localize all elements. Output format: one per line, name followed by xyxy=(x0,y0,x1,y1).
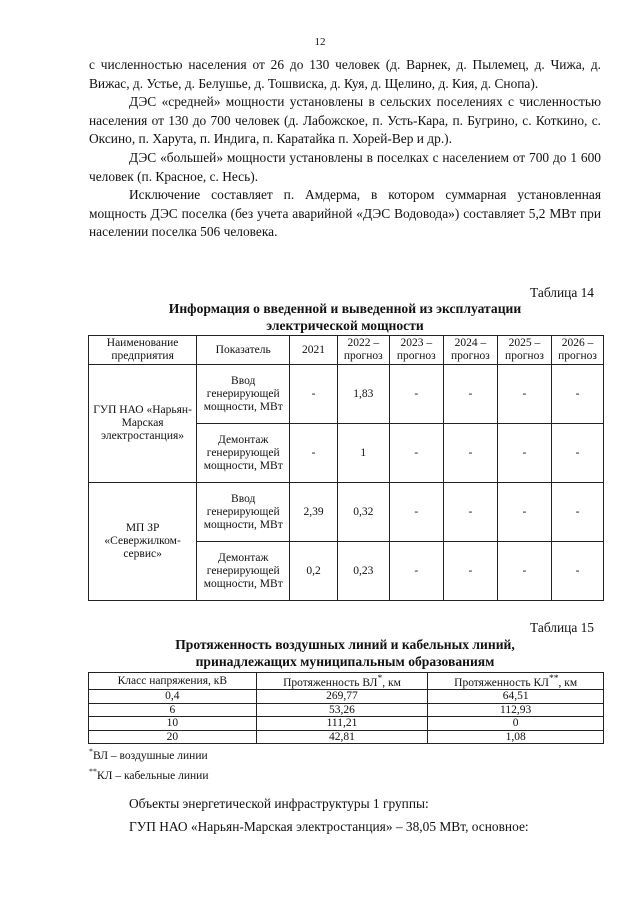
table14-title-line2: электрической мощности xyxy=(266,317,424,333)
footnote-text: ВЛ – воздушные линии xyxy=(93,749,208,762)
table14-header-cell: Показатель xyxy=(197,336,290,365)
table14-header-row xyxy=(89,336,604,365)
closing-line1: Объекты энергетической инфраструктуры 1 группы: xyxy=(129,796,429,811)
vl-cell: 111,21 xyxy=(256,717,428,731)
indicator-cell: Ввод генерирующей мощности, МВт xyxy=(197,483,290,542)
value-cell: - xyxy=(389,424,443,483)
footnote-kl xyxy=(89,764,209,784)
voltage-cell: 0,4 xyxy=(89,690,257,704)
voltage-cell: 6 xyxy=(89,703,257,717)
table14-header-cell: 2022 – прогноз xyxy=(337,336,389,365)
closing-text xyxy=(89,795,601,836)
value-cell: 2,39 xyxy=(290,483,338,542)
kl-header xyxy=(428,673,604,690)
footnote-text: КЛ – кабельные линии xyxy=(97,769,209,782)
value-cell: - xyxy=(497,542,551,601)
footnote-mark: ** xyxy=(89,766,97,776)
table15-lines xyxy=(88,672,604,744)
company-cell: МП ЗР «Севержилком-сервис» xyxy=(89,483,197,601)
table14-header-cell: 2021 xyxy=(290,336,338,365)
value-cell: - xyxy=(552,483,604,542)
value-cell: - xyxy=(290,424,338,483)
value-cell: - xyxy=(552,542,604,601)
kl-header-mark: ** xyxy=(548,673,559,684)
paragraph-small-des: с численностью населения от 26 до 130 человек (д. Варнек, д. Пылемец, д. Чижа, д. Вижас, д. Устье, д. Белушье, д. Тошвиска, д. Куя, д. Щелино, д. Кия, д. Снопа). xyxy=(89,57,601,91)
value-cell: 0,2 xyxy=(290,542,338,601)
table15-title-line2: принадлежащих муниципальным образованиям xyxy=(195,653,495,669)
kl-cell: 64,51 xyxy=(428,690,604,704)
table14-capacity xyxy=(88,335,604,601)
vl-cell: 42,81 xyxy=(256,730,428,744)
table14-header-cell: 2024 – прогноз xyxy=(443,336,497,365)
kl-header-label: Протяженность КЛ xyxy=(454,676,549,689)
table-row xyxy=(89,730,604,744)
indicator-cell: Ввод генерирующей мощности, МВт xyxy=(197,365,290,424)
vl-cell: 53,26 xyxy=(256,703,428,717)
table14-caption: Таблица 14 xyxy=(530,285,594,300)
table15-caption: Таблица 15 xyxy=(530,620,594,635)
table14-header-cell: 2026 – прогноз xyxy=(552,336,604,365)
table14-title xyxy=(89,301,601,334)
value-cell: - xyxy=(290,365,338,424)
vl-header xyxy=(256,673,428,690)
footnotes xyxy=(89,744,209,784)
value-cell: - xyxy=(443,365,497,424)
value-cell: - xyxy=(497,365,551,424)
value-cell: 1 xyxy=(337,424,389,483)
table-row xyxy=(89,690,604,704)
paragraph-medium-des: ДЭС «средней» мощности установлены в сельских поселениях с численностью населения от 130 до 700 человек (д. Лабожское, п. Усть-Кара, п. Бугрино, с. Коткино, с. Оксино, п. Харута, п. Индига, п. Каратайка п. Хорей-Вер и др.). xyxy=(89,94,601,147)
body-text xyxy=(89,56,601,242)
value-cell: - xyxy=(389,483,443,542)
value-cell: - xyxy=(443,483,497,542)
paragraph-large-des: ДЭС «большей» мощности установлены в поселках с населением от 700 до 1 600 человек (п. Красное, с. Несь). xyxy=(89,149,601,184)
table15-header-row xyxy=(89,673,604,690)
value-cell: 0,32 xyxy=(337,483,389,542)
table14-header-cell: Наименование предприятия xyxy=(89,336,197,365)
table-row xyxy=(89,703,604,717)
table14-header-cell: 2025 – прогноз xyxy=(497,336,551,365)
kl-cell: 1,08 xyxy=(428,730,604,744)
company-cell: ГУП НАО «Нарьян-Марская электростанция» xyxy=(89,365,197,483)
vl-header-unit: , км xyxy=(382,676,401,689)
kl-header-unit: , км xyxy=(558,676,578,689)
voltage-header: Класс напряжения, кВ xyxy=(89,673,257,690)
footnote-vl xyxy=(89,744,209,764)
table-row xyxy=(89,717,604,731)
value-cell: - xyxy=(443,542,497,601)
footnote-mark: * xyxy=(89,747,93,756)
table15-title-line1: Протяженность воздушных линий и кабельных линий, xyxy=(175,637,515,652)
table15-title xyxy=(89,637,601,670)
value-cell: 0,23 xyxy=(337,542,389,601)
value-cell: - xyxy=(497,424,551,483)
table-row xyxy=(89,365,604,424)
vl-header-label: Протяженность ВЛ xyxy=(283,676,378,689)
kl-cell: 0 xyxy=(428,717,604,731)
table-row xyxy=(89,483,604,542)
value-cell: - xyxy=(389,365,443,424)
value-cell: - xyxy=(443,424,497,483)
voltage-cell: 20 xyxy=(89,730,257,744)
vl-cell: 269,77 xyxy=(256,690,428,704)
value-cell: - xyxy=(552,365,604,424)
table14-header-cell: 2023 – прогноз xyxy=(389,336,443,365)
indicator-cell: Демонтаж генерирующей мощности, МВт xyxy=(197,424,290,483)
indicator-cell: Демонтаж генерирующей мощности, МВт xyxy=(197,542,290,601)
closing-line2: ГУП НАО «Нарьян-Марская электростанция» – 38,05 МВт, основное: xyxy=(129,818,529,834)
page-number: 12 xyxy=(314,36,326,48)
value-cell: 1,83 xyxy=(337,365,389,424)
vl-header-mark: * xyxy=(377,673,383,684)
kl-cell: 112,93 xyxy=(428,703,604,717)
table14-title-line1: Информация о введенной и выведенной из эксплуатации xyxy=(168,301,522,316)
value-cell: - xyxy=(497,483,551,542)
value-cell: - xyxy=(389,542,443,601)
voltage-cell: 10 xyxy=(89,717,257,731)
paragraph-amderma: Исключение составляет п. Амдерма, в котором суммарная установленная мощность ДЭС поселка (без учета аварийной «ДЭС Водовода») составляет 5,2 МВт при населении поселка 506 человека. xyxy=(89,187,601,240)
value-cell: - xyxy=(552,424,604,483)
